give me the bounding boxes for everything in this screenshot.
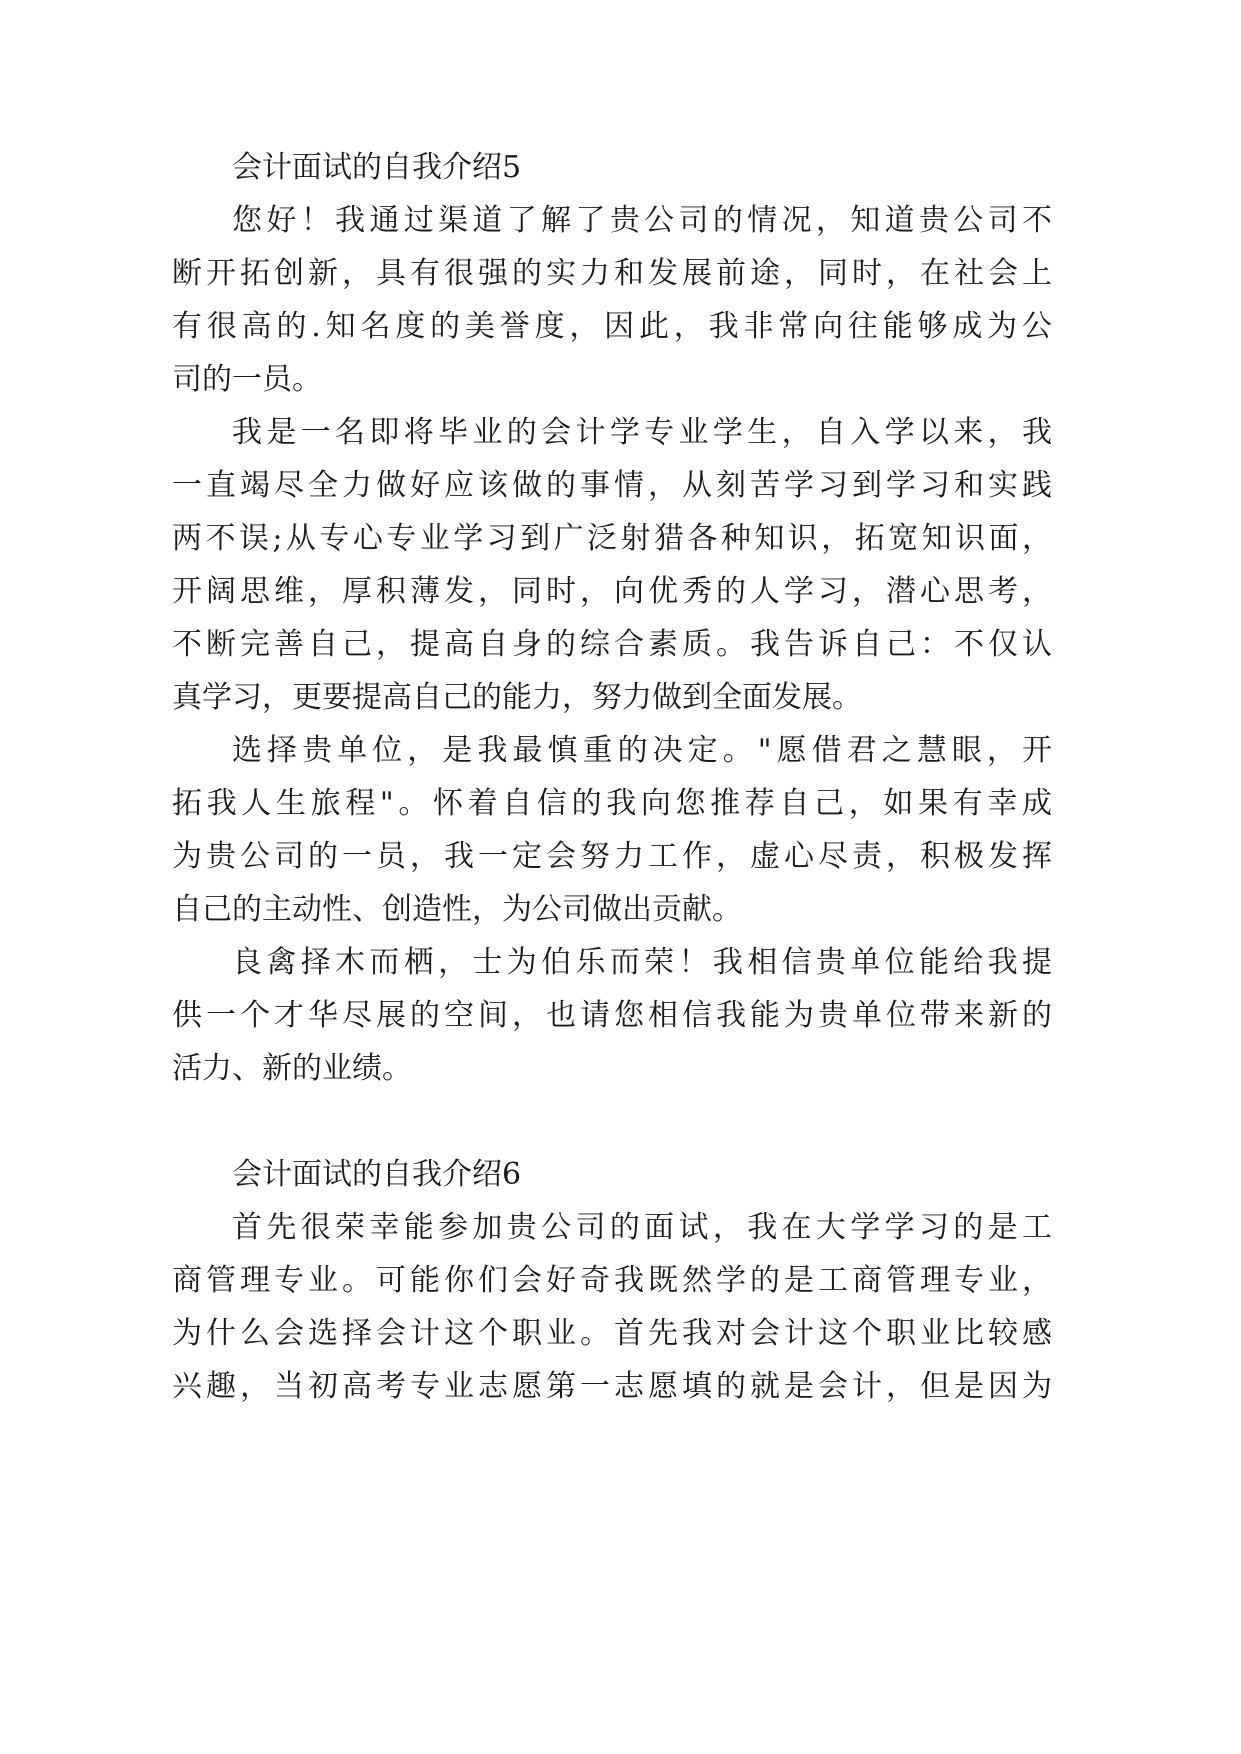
paragraph-line: 司的一员。 xyxy=(172,362,322,397)
paragraph-line: 选择贵单位，是我最慎重的决定。"愿借君之慧眼，开 xyxy=(232,733,1052,768)
section-title: 会计面试的自我介绍5 xyxy=(232,150,522,185)
paragraph-line: 一直竭尽全力做好应该做的事情，从刻苦学习到学习和实践 xyxy=(172,468,1052,503)
section-gap xyxy=(172,1095,1052,1148)
paragraph-line: 为什么会选择会计这个职业。首先我对会计这个职业比较感 xyxy=(172,1316,1052,1351)
paragraph-line: 自己的主动性、创造性，为公司做出贡献。 xyxy=(172,892,742,927)
section-title: 会计面试的自我介绍6 xyxy=(232,1157,522,1192)
section xyxy=(172,141,1052,1095)
paragraph-line: 您好！我通过渠道了解了贵公司的情况，知道贵公司不 xyxy=(232,203,1052,238)
paragraph xyxy=(172,194,1052,406)
paragraph-line: 我是一名即将毕业的会计学专业学生，自入学以来，我 xyxy=(232,415,1052,450)
paragraph-line: 有很高的.知名度的美誉度，因此，我非常向往能够成为公 xyxy=(172,309,1052,344)
paragraph xyxy=(172,1201,1052,1413)
paragraph-line: 真学习，更要提高自己的能力，努力做到全面发展。 xyxy=(172,680,862,715)
paragraph xyxy=(172,724,1052,936)
paragraph xyxy=(172,936,1052,1095)
document-body xyxy=(172,141,1052,1413)
paragraph-line: 商管理专业。可能你们会好奇我既然学的是工商管理专业， xyxy=(172,1263,1052,1298)
paragraph-line: 首先很荣幸能参加贵公司的面试，我在大学学习的是工 xyxy=(232,1210,1052,1245)
paragraph-line: 良禽择木而栖，士为伯乐而荣！我相信贵单位能给我提 xyxy=(232,945,1052,980)
paragraph-line: 兴趣，当初高考专业志愿第一志愿填的就是会计，但是因为 xyxy=(172,1369,1052,1404)
paragraph xyxy=(172,406,1052,724)
section xyxy=(172,1148,1052,1413)
paragraph-line: 供一个才华尽展的空间，也请您相信我能为贵单位带来新的 xyxy=(172,998,1052,1033)
paragraph-line: 拓我人生旅程"。怀着自信的我向您推荐自己，如果有幸成 xyxy=(172,786,1052,821)
paragraph-line: 开阔思维，厚积薄发，同时，向优秀的人学习，潜心思考， xyxy=(172,574,1052,609)
paragraph-line: 两不误;从专心专业学习到广泛射猎各种知识，拓宽知识面， xyxy=(172,521,1052,556)
paragraph-line: 不断完善自己，提高自身的综合素质。我告诉自己：不仅认 xyxy=(172,627,1052,662)
paragraph-line: 断开拓创新，具有很强的实力和发展前途，同时，在社会上 xyxy=(172,256,1052,291)
paragraph-line: 活力、新的业绩。 xyxy=(172,1051,412,1086)
paragraph-line: 为贵公司的一员，我一定会努力工作，虚心尽责，积极发挥 xyxy=(172,839,1052,874)
